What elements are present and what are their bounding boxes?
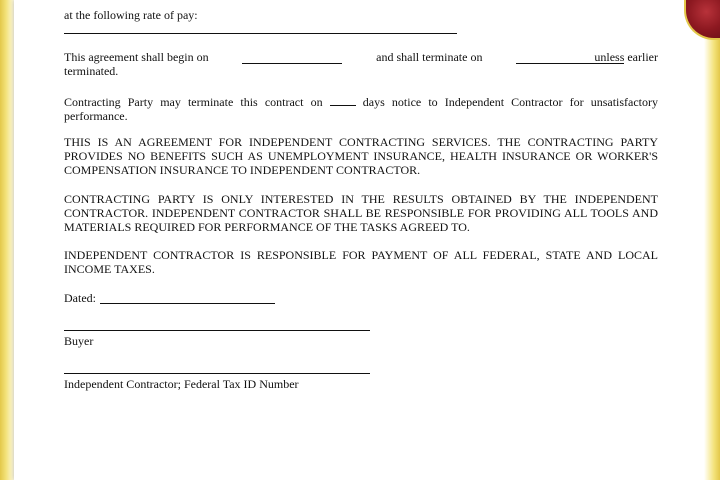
contractor-signature-line[interactable] <box>64 373 370 374</box>
rate-of-pay-blank[interactable] <box>64 33 457 34</box>
term-paragraph <box>64 50 658 64</box>
term-begin-text: This agreement shall begin on <box>64 50 209 64</box>
notice-days-blank[interactable] <box>330 93 356 106</box>
buyer-signature-line[interactable] <box>64 330 370 331</box>
termination-text-2: days notice to Independent Contractor for unsatisfactory performance. <box>64 95 659 123</box>
taxes-paragraph: INDEPENDENT CONTRACTOR IS RESPONSIBLE FOR PAYMENT OF ALL FEDERAL, STATE AND LOCAL INCOME TAXES. <box>64 248 658 276</box>
document-frame-right <box>704 0 720 480</box>
dated-blank[interactable] <box>100 303 275 304</box>
rate-of-pay-line: at the following rate of pay: <box>64 8 198 22</box>
term-terminated-word: terminated. <box>64 64 119 78</box>
termination-text-1: Contracting Party may terminate this contract on <box>64 95 323 109</box>
buyer-label: Buyer <box>64 334 94 348</box>
term-unless-earlier: unless earlier <box>594 50 658 64</box>
contractor-label: Independent Contractor; Federal Tax ID Number <box>64 377 299 391</box>
start-date-blank[interactable] <box>242 51 342 64</box>
results-paragraph: CONTRACTING PARTY IS ONLY INTERESTED IN THE RESULTS OBTAINED BY THE INDEPENDENT CONTRACTOR. INDEPENDENT CONTRACTOR SHALL BE RESPONSIBLE FOR PROVIDING ALL TOOLS AND MATERIALS REQUIRED FOR PERFORMANCE OF THE TASKS AGREED TO. <box>64 192 658 234</box>
term-terminate-text: and shall terminate on <box>376 50 483 64</box>
agreement-paragraph: THIS IS AN AGREEMENT FOR INDEPENDENT CONTRACTING SERVICES. THE CONTRACTING PARTY PROVIDES NO BENEFITS SUCH AS UNEMPLOYMENT INSURANCE, HEALTH INSURANCE OR WORKER'S COMPENSATION INSURANCE TO INDEPENDENT CONTRACTOR. <box>64 135 658 177</box>
dated-label: Dated: <box>64 291 96 305</box>
termination-paragraph <box>64 93 658 123</box>
